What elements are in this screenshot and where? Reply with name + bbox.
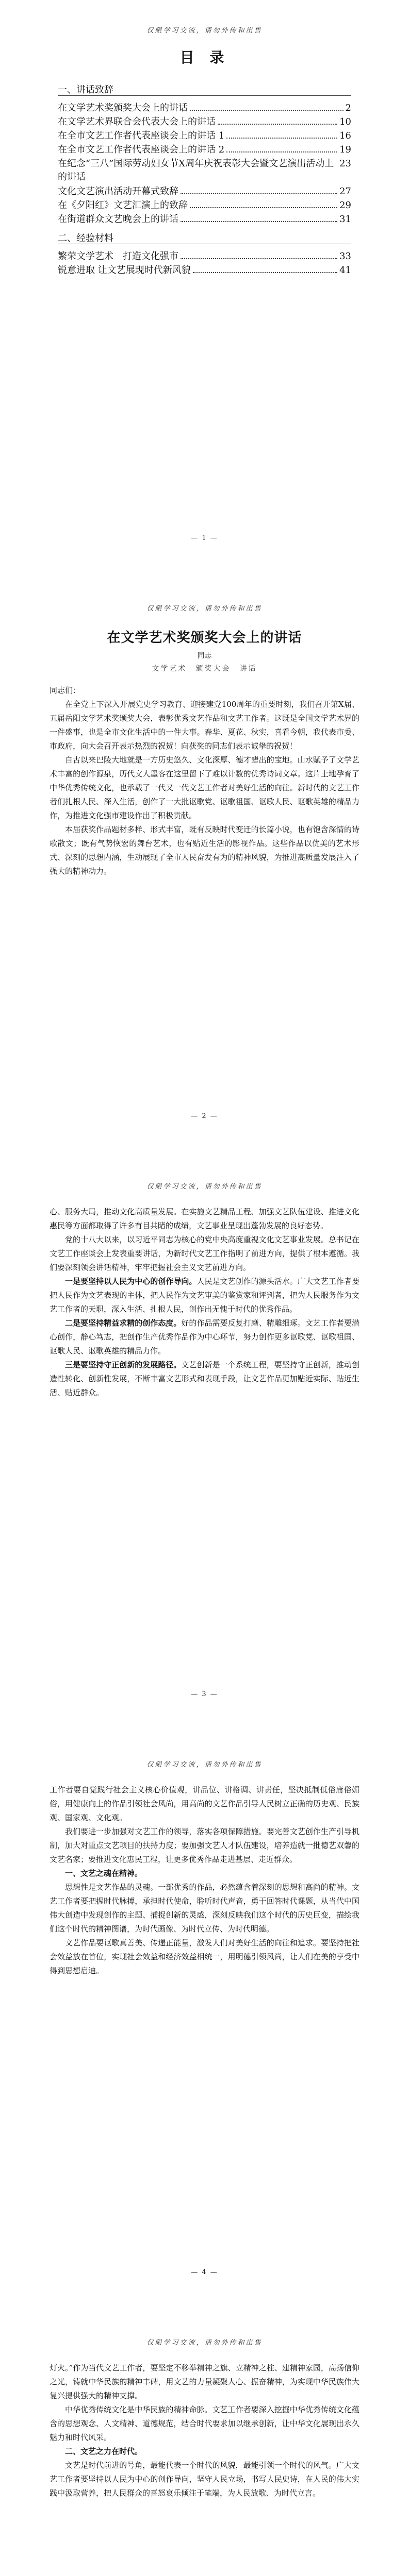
page-number: — 3 —: [191, 1690, 218, 1698]
toc-entry[interactable]: [58, 100, 351, 114]
toc-entry-title: 锐意进取 让文艺展现时代新风貌: [58, 265, 191, 276]
paragraph: 本届获奖作品题材多样、形式丰富，既有反映时代变迁的长篇小说，也有饱含深情的诗歌散文；既有气势恢宏的舞台艺术，也有贴近生活的影视作品。这些作品以优美的艺术形式、深刻的思想内涵，生动展现了全市人民奋发有为的精神风貌，为推进高质量发展注入了强大的精神动力。: [50, 825, 359, 876]
paragraph: 自古以来巴陵大地就是一方历史悠久、文化深厚、德才辈出的宝地。山水赋予了文学艺术丰富的创作源泉，历代文人墨客在这里留下了难以计数的优秀诗词文章。这片土地孕育了中华优秀传统文化，也承载了一代又一代文艺工作者对美好生活的向往。新时代的文艺工作者们扎根人民、深入生活，创作了一大批讴歌党、讴歌祖国、讴歌人民、讴歌英雄的精品力作，为推进文化强市建设作出了积极贡献。: [50, 755, 359, 820]
paragraph-text: 人民是文艺创作的源头活水。广大文艺工作者要把人民作为文艺表现的主体，把人民作为文艺审美的鉴赏家和评判者，把为人民服务作为文艺工作者的天职，深入生活、扎根人民，创作出无愧于时代的优秀作品。: [50, 1277, 359, 1314]
toc-entry-page: 10: [339, 116, 351, 127]
page-header: 仅限学习交流，请勿外传和出售: [146, 1183, 263, 1191]
page-body: [50, 1783, 359, 1978]
toc-entry-page: 27: [339, 186, 351, 197]
toc-entry-title: 在街道群众文艺晚会上的讲话: [58, 214, 178, 225]
page-number: — 4 —: [191, 2268, 218, 2276]
toc-entry-page: 29: [339, 200, 351, 211]
paragraph: 我们要进一步加强对文艺工作的领导，落实各项保障措施。要完善文艺创作生产引导机制，加大对重点文艺项目的扶持力度；要加强文艺人才队伍建设，培养造就一批德艺双馨的文艺名家；要推进文化惠民工程，让更多优秀作品走进基层、走近群众。: [50, 1827, 359, 1864]
section-heading: 二、文艺之力在时代。: [65, 2447, 143, 2456]
paragraph-text: 好的作品需要反复打磨、精雕细琢。文艺工作者要潜心创作，静心笃志，把创作生产优秀作品作为中心环节，努力创作更多讴歌党、讴歌祖国、讴歌人民、讴歌英雄的精品力作。: [50, 1318, 359, 1355]
toc-entry-title: 在文学艺术界联合会代表大会上的讲话: [58, 116, 216, 127]
toc-entry-page: 23: [339, 158, 351, 169]
page-5: [0, 2312, 409, 2576]
toc-title: 目 录: [179, 49, 230, 66]
paragraph: 党的十八大以来，以习近平同志为核心的党中央高度重视文化文艺事业发展。总书记在文艺工作座谈会上发表重要讲话，为新时代文艺工作指明了前进方向，提供了根本遵循。我们要深刻领会讲话精神，牢牢把握社会主义文艺前进方向。: [50, 1235, 359, 1272]
toc-entry[interactable]: [58, 156, 351, 183]
page-toc: [0, 0, 409, 578]
toc-entry-title: 在文学艺术奖颁奖大会上的讲话: [58, 103, 188, 113]
paragraph: [50, 1316, 359, 1358]
page-number: — 1 —: [191, 534, 218, 542]
toc-leader: [218, 123, 337, 125]
paragraph-text: 文艺创新是一个系统工程，要坚持守正创新，推动创造性转化、创新性发展，不断丰富文艺形式和表现手段，让文艺作品更加贴近实际、贴近生活、贴近群众。: [50, 1360, 359, 1397]
toc-entry-title: 在纪念“三八”国际劳动妇女节X周年庆祝表彰大会暨文艺演出活动上的讲话: [58, 158, 334, 182]
paragraph: 文艺作品要讴歌真善美、传递正能量，激发人们对美好生活的向往和追求。要坚持把社会效益放在首位，实现社会效益和经济效益相统一，用明德引领风尚，让人们在美的享受中得到思想启迪。: [50, 1938, 359, 1975]
paragraph: 思想性是文艺作品的灵魂。一部优秀的作品，必然蕴含着深刻的思想和高尚的精神。文艺工作者要把握时代脉搏，承担时代使命，聆听时代声音，勇于回答时代课题，从当代中国伟大创造中发现创作的主题、捕捉创新的灵感，深刻反映我们这个时代的历史巨变，描绘我们这个时代的精神图谱，为时代画像、为时代立传、为时代明德。: [50, 1883, 359, 1934]
salutation: 同志们：: [50, 686, 81, 695]
toc-entry[interactable]: [58, 263, 351, 276]
toc-leader: [226, 137, 337, 139]
toc-entry-title: 繁荣文学艺术 打造文化强市: [58, 251, 178, 262]
toc-leader: [190, 109, 343, 111]
paragraph: [50, 1275, 359, 1316]
page-2: [0, 578, 409, 1156]
page-header: 仅限学习交流，请勿外传和出售: [146, 605, 263, 613]
toc-leader: [181, 221, 337, 222]
page-header: 仅限学习交流，请勿外传和出售: [146, 2339, 263, 2347]
page-4: [0, 1734, 409, 2312]
paragraph: 心、服务大局，推动文化高质量发展。在实施文艺精品工程、加强文艺队伍建设、推进文化惠民等方面都取得了许多有目共睹的成绩，文艺事业呈现出蓬勃发展的良好态势。: [50, 1207, 359, 1230]
toc-entry-title: 在全市文艺工作者代表座谈会上的讲话 1: [58, 130, 225, 141]
paragraph: 工作者要自觉践行社会主义核心价值观，讲品位、讲格调、讲责任，坚决抵制低俗庸俗媚俗，用健康向上的作品引领社会风尚，用高尚的文艺作品引导人民树立正确的历史观、民族观、国家观、文化观。: [50, 1785, 359, 1822]
toc-entry-page: 16: [339, 130, 351, 141]
toc-entry-page: 19: [339, 144, 351, 155]
toc-entry[interactable]: [58, 184, 351, 197]
article-keywords: 文学艺术 颁奖大会 讲话: [152, 665, 257, 673]
toc-entry-title: 在《夕阳红》文艺汇演上的致辞: [58, 200, 188, 211]
toc-leader: [181, 258, 337, 259]
toc-entry-page: 33: [339, 251, 351, 262]
toc-entry-page: 31: [339, 214, 351, 225]
inline-heading: 二是要坚持精益求精的创作态度。: [65, 1318, 182, 1328]
inline-heading: 三是要坚持守正创新的发展路径。: [65, 1360, 182, 1369]
toc-entry[interactable]: [58, 212, 351, 225]
toc-entry-page: 2: [345, 103, 351, 113]
toc-section-1: 一、讲话致辞: [58, 84, 113, 95]
toc-entry-title: 文化文艺演出活动开幕式致辞: [58, 186, 178, 197]
toc-section-2: 二、经验材料: [58, 233, 113, 244]
paragraph: 灯火。”作为当代文艺工作者，要坚定不移举精神之旗、立精神之柱、建精神家园，高扬信仰之光，铸就中华民族的精神丰碑，用文艺的力量凝聚人心、振奋精神，为实现中华民族伟大复兴提供强大的精神支撑。: [50, 2363, 359, 2400]
paragraph: 中华优秀传统文化是中华民族的精神命脉。文艺工作者要深入挖掘中华优秀传统文化蕴含的思想观念、人文精神、道德规范，结合时代要求加以继承创新，让中华文化展现出永久魅力和时代风采。: [50, 2405, 359, 2442]
toc-leader: [190, 207, 337, 208]
page-number: — 2 —: [191, 1112, 218, 1120]
toc-entry-page: 41: [339, 265, 351, 276]
inline-heading: 一是要坚持以人民为中心的创作导向。: [65, 1277, 197, 1286]
toc-entry[interactable]: [58, 142, 351, 156]
toc-entry[interactable]: [58, 249, 351, 262]
toc-entry-title: 在全市文艺工作者代表座谈会上的讲话 2: [58, 144, 225, 155]
toc-entry[interactable]: [58, 114, 351, 128]
page-header: 仅限学习交流，请勿外传和出售: [146, 27, 263, 35]
paragraph: [50, 1358, 359, 1400]
toc-divider: [58, 95, 351, 96]
paragraph: 在全党上下深入开展党史学习教育、迎接建党100周年的重要时刻，我们召开第X届、五届岳阳文学艺术奖颁奖大会，表彰优秀文艺作品和文艺工作者。这既是全国文学艺术界的一件盛事，也是全市文化生活中的一件大事。春华、夏花、秋实，喜看今朝，我代表市委、市政府，向大会召开表示热烈的祝贺！向获奖的同志们表示诚挚的祝贺！: [50, 700, 359, 751]
article-body: [50, 684, 359, 878]
page-body: [50, 2361, 359, 2500]
page-header: 仅限学习交流，请勿外传和出售: [146, 1761, 263, 1769]
page-body: [50, 1205, 359, 1400]
article-title: 在文学艺术奖颁奖大会上的讲话: [107, 630, 302, 646]
toc-entry[interactable]: [58, 198, 351, 211]
toc-leader: [193, 272, 337, 273]
section-heading: 一、文艺之魂在精神。: [65, 1869, 143, 1878]
paragraph: 文艺是时代前进的号角，最能代表一个时代的风貌，最能引领一个时代的风气。广大文艺工作者要坚持以人民为中心的创作导向，坚守人民立场，书写人民史诗，在人民的伟大实践中汲取营养，把人民群众的喜怒哀乐倾注于笔端，为人民放歌、为时代立言。: [50, 2461, 359, 2498]
toc-leader: [181, 193, 337, 194]
toc-leader: [226, 151, 337, 152]
article-author: 同志: [197, 652, 212, 660]
toc-entry[interactable]: [58, 128, 351, 142]
page-3: [0, 1156, 409, 1734]
